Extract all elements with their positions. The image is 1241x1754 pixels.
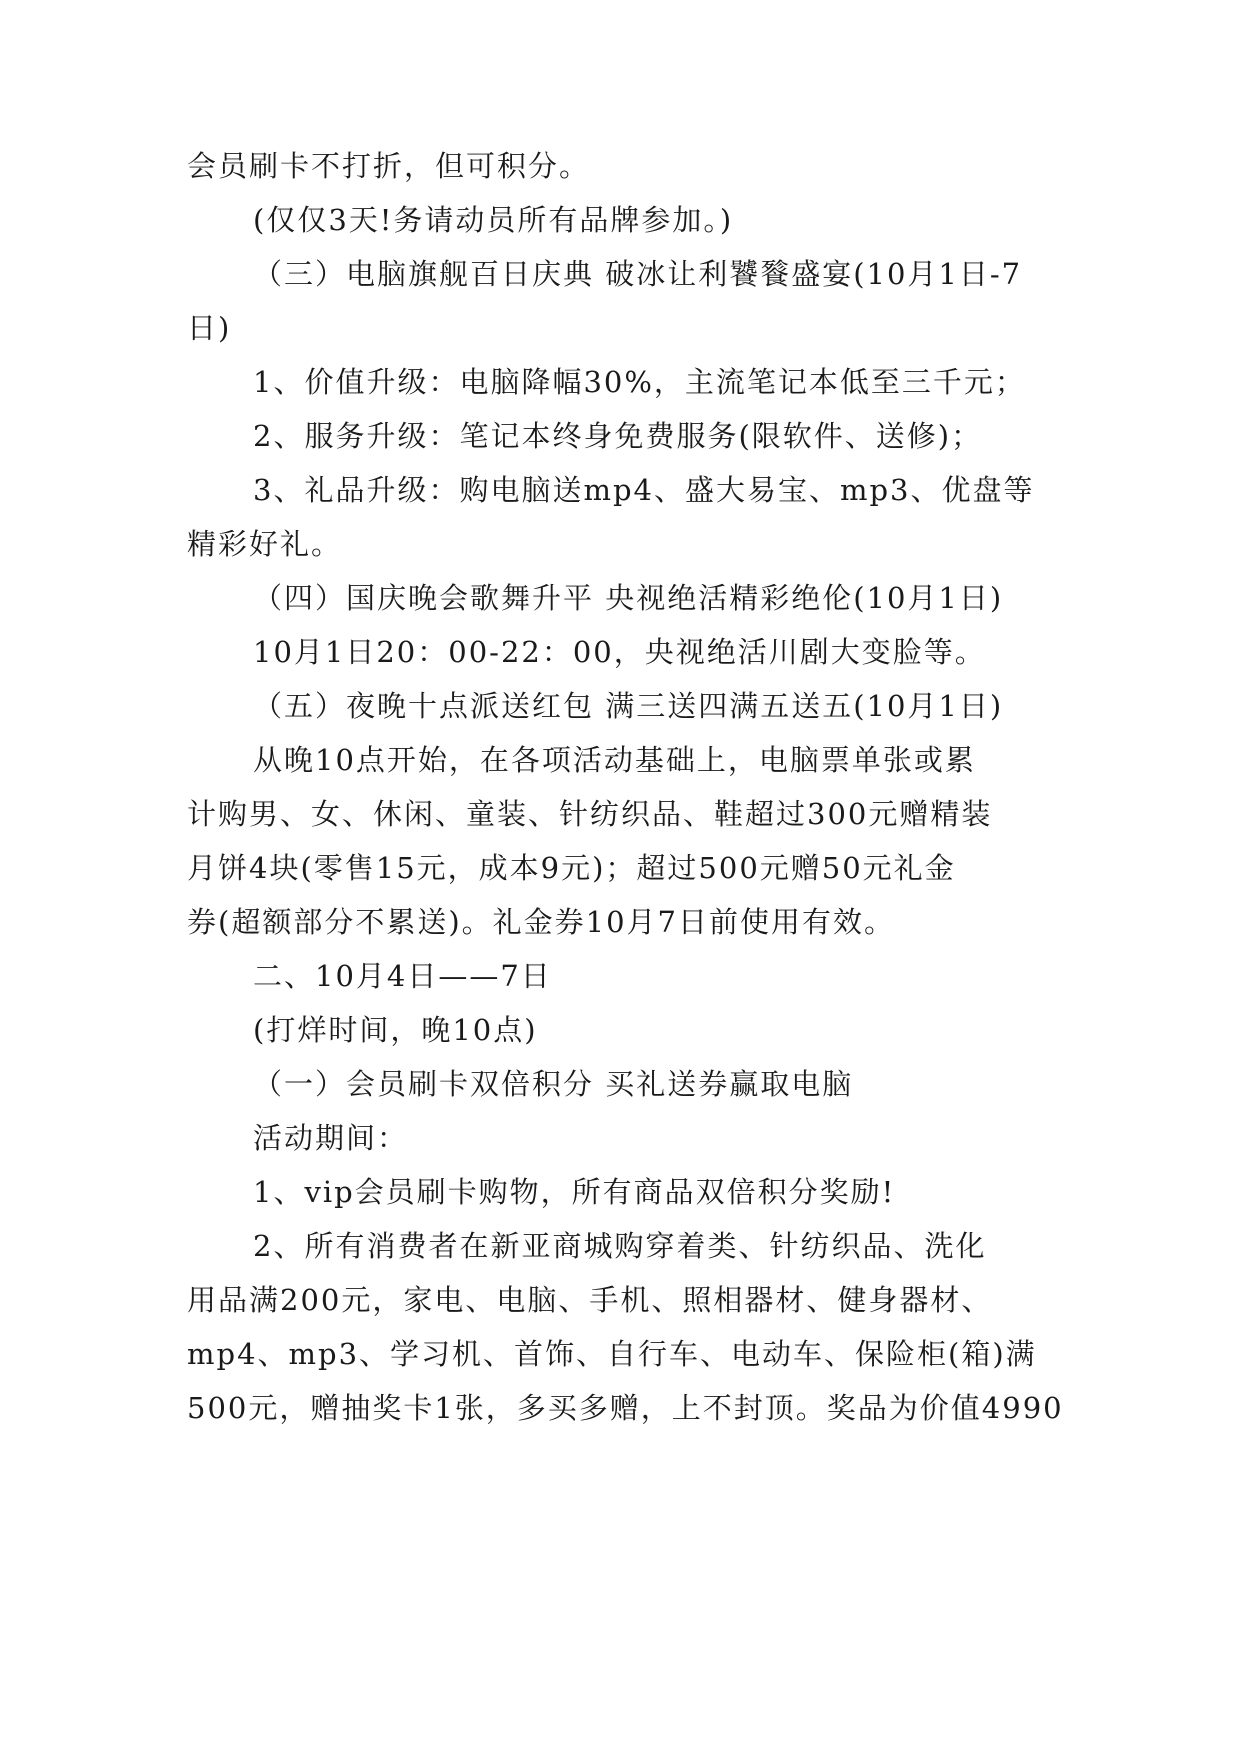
list-item: 1、价值升级：电脑降幅30%，主流笔记本低至三千元； — [253, 365, 1026, 399]
list-item: 2、服务升级：笔记本终身免费服务(限软件、送修)； — [253, 419, 983, 453]
text-line: 券(超额部分不累送)。礼金券10月7日前使用有效。 — [187, 905, 895, 939]
text-line: (仅仅3天!务请动员所有品牌参加。) — [253, 203, 734, 237]
text-line: 活动期间： — [253, 1121, 409, 1155]
text-line: 计购男、女、休闲、童装、针纺织品、鞋超过300元赠精装 — [187, 797, 993, 831]
text-line: 精彩好礼。 — [187, 527, 343, 561]
list-item: 1、vip会员刷卡购物，所有商品双倍积分奖励! — [253, 1175, 896, 1209]
text-line: 月饼4块(零售15元，成本9元)；超过500元赠50元礼金 — [187, 851, 956, 885]
section-heading: （五）夜晚十点派送红包 满三送四满五送五(10月1日) — [253, 689, 1004, 723]
section-heading: （三）电脑旗舰百日庆典 破冰让利饕餮盛宴(10月1日-7 — [253, 257, 1023, 291]
list-item: 2、所有消费者在新亚商城购穿着类、针纺织品、洗化 — [253, 1229, 987, 1263]
text-line: 500元，赠抽奖卡1张，多买多赠，上不封顶。奖品为价值4990 — [187, 1391, 1064, 1425]
text-line: 从晚10点开始，在各项活动基础上，电脑票单张或累 — [253, 743, 976, 777]
section-heading: （四）国庆晚会歌舞升平 央视绝活精彩绝伦(10月1日) — [253, 581, 1004, 615]
text-line: mp4、mp3、学习机、首饰、自行车、电动车、保险柜(箱)满 — [187, 1337, 1037, 1371]
text-line: (打烊时间，晚10点) — [253, 1013, 538, 1047]
text-line: 会员刷卡不打折，但可积分。 — [187, 149, 591, 183]
text-line: 用品满200元，家电、电脑、手机、照相器材、健身器材、 — [187, 1283, 993, 1317]
section-heading: （一）会员刷卡双倍积分 买礼送券赢取电脑 — [253, 1067, 854, 1101]
list-item: 3、礼品升级：购电脑送mp4、盛大易宝、mp3、优盘等 — [253, 473, 1035, 507]
text-line: 10月1日20：00-22：00，央视绝活川剧大变脸等。 — [253, 635, 986, 669]
text-line: 日) — [187, 311, 232, 345]
section-heading: 二、10月4日——7日 — [253, 959, 552, 993]
